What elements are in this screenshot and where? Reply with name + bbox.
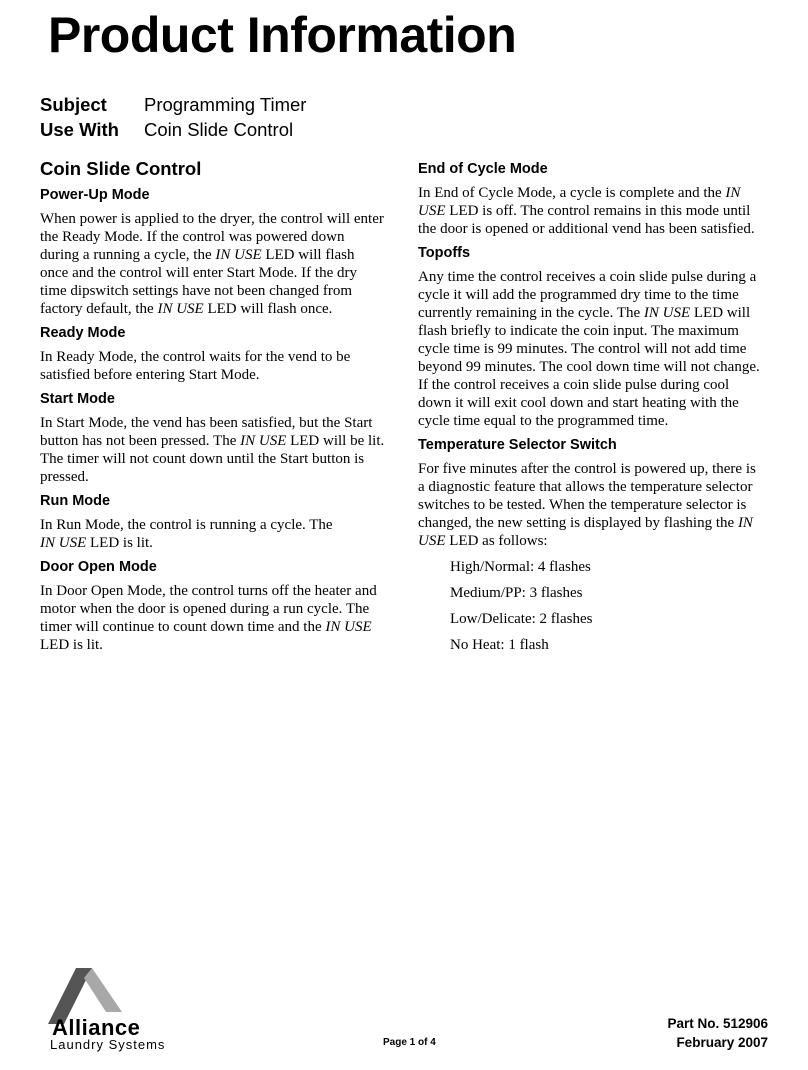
use-with-row: [40, 117, 306, 142]
start-text: In Start Mode, the vend has been satisfied, but the Start button has not been pressed. The IN USE LED will be lit. The timer will not count down until the Start button is pressed.: [40, 415, 385, 485]
right-column: [418, 158, 763, 662]
list-item: Medium/PP: 3 flashes: [450, 585, 583, 601]
powerup-title: Power-Up Mode: [40, 187, 150, 203]
section-heading: Coin Slide Control: [40, 158, 202, 179]
list-item: Low/Delicate: 2 flashes: [450, 611, 593, 627]
ready-text: In Ready Mode, the control waits for the vend to be satisfied before entering Start Mode.: [40, 349, 351, 383]
flash-list: [450, 558, 763, 654]
list-item: No Heat: 1 flash: [450, 637, 549, 653]
temp-title: Temperature Selector Switch: [418, 437, 617, 453]
subject-row: [40, 92, 306, 117]
document-meta: [40, 92, 306, 142]
topoffs-title: Topoffs: [418, 245, 471, 261]
run-text: In Run Mode, the control is running a cycle. The IN USE LED is lit.: [40, 517, 333, 551]
end-text: In End of Cycle Mode, a cycle is complete and the IN USE LED is off. The control remains in this mode until the door is opened or additional vend has been satisfied.: [418, 185, 755, 237]
use-with-label: Use With: [40, 119, 119, 140]
logo-subtitle: Laundry Systems: [50, 1037, 166, 1052]
start-title: Start Mode: [40, 391, 115, 407]
publication-date: February 2007: [676, 1035, 768, 1050]
temp-text: For five minutes after the control is powered up, there is a diagnostic feature that allows the temperature selector switches to be tested. When the temperature selector is changed, the new setting is displayed by flashing the IN USE LED as follows:: [418, 461, 756, 549]
list-item: High/Normal: 4 flashes: [450, 559, 591, 575]
part-info: [667, 1014, 768, 1052]
end-title: End of Cycle Mode: [418, 161, 548, 177]
page-title: Product Information: [48, 7, 517, 63]
powerup-text: When power is applied to the dryer, the control will enter the Ready Mode. If the control was powered down during a running a cycle, the IN USE LED will flash once and the control will enter Start Mode. If the dry time dipswitch settings have not been changed from factory default, the IN USE LED will flash once.: [40, 211, 384, 317]
door-title: Door Open Mode: [40, 559, 157, 575]
subject-value: Programming Timer: [144, 94, 307, 115]
door-text: In Door Open Mode, the control turns off the heater and motor when the door is opened during a run cycle. The timer will continue to count down time and the IN USE LED is lit.: [40, 583, 377, 653]
topoffs-text: Any time the control receives a coin slide pulse during a cycle it will add the programmed dry time to the time currently remaining in the cycle. The IN USE LED will flash briefly to indicate the coin input. The maximum cycle time is 99 minutes. The control will not add time beyond 99 minutes. The cool down time will not change. If the control receives a coin slide pulse during cool down it will exit cool down and start heating with the cycle time equal to the programmed time.: [418, 269, 760, 429]
run-title: Run Mode: [40, 493, 111, 509]
logo-name: Alliance: [52, 1015, 141, 1040]
subject-label: Subject: [40, 94, 107, 115]
part-number: Part No. 512906: [667, 1016, 768, 1031]
left-column: [40, 158, 385, 660]
use-with-value: Coin Slide Control: [144, 119, 294, 140]
ready-title: Ready Mode: [40, 325, 126, 341]
page-number: Page 1 of 4: [383, 1037, 436, 1048]
